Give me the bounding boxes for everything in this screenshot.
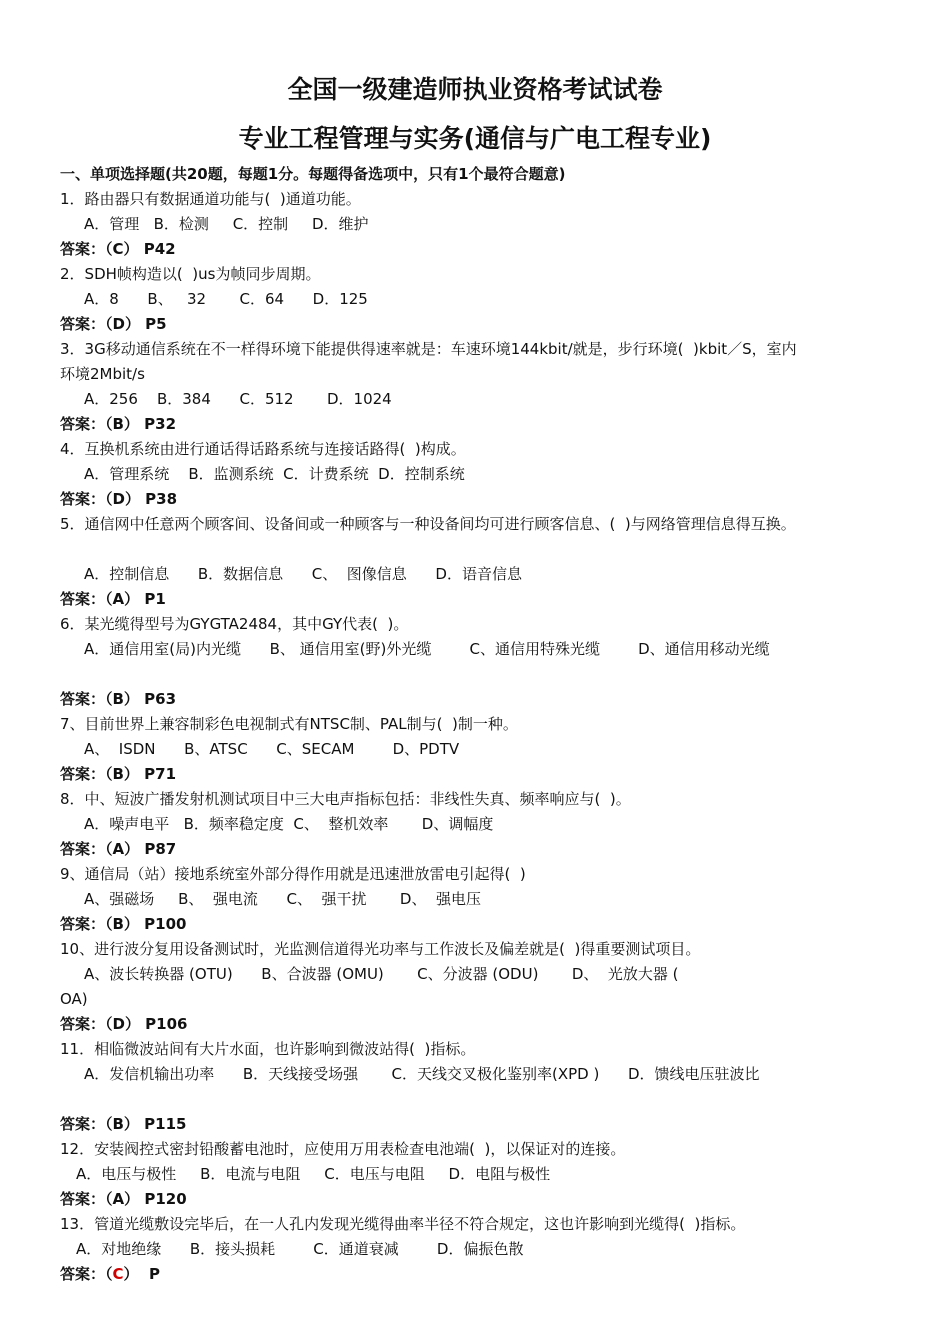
question-13: 13．管道光缆敷设完毕后，在一人孔内发现光缆得曲率半径不符合规定，这也许影响到光缆得( )指标。 — [60, 1215, 746, 1233]
exam-subtitle: 专业工程管理与实务(通信与广电工程专业) — [238, 124, 712, 153]
question-11-options: A．发信机输出功率 B．天线接受场强 C．天线交叉极化鉴别率(XPD ) D．馈线电压驻波比 — [84, 1065, 760, 1083]
question-1: 1．路由器只有数据通道功能与( )通道功能。 — [60, 190, 361, 208]
question-6-answer: 答案：（B） P63 — [60, 690, 177, 708]
answer-suffix: ） P — [123, 1265, 160, 1283]
exam-title: 全国一级建造师执业资格考试试卷 — [287, 75, 663, 104]
question-8-answer: 答案：（A） P87 — [60, 840, 177, 858]
question-11-answer: 答案：（B） P115 — [60, 1115, 187, 1133]
question-7: 7、目前世界上兼容制彩色电视制式有NTSC制、PAL制与( )制一种。 — [60, 715, 518, 733]
question-12: 12．安装阀控式密封铅酸蓄电池时，应使用万用表检查电池端( )，以保证对的连接。 — [60, 1140, 626, 1158]
question-10-answer: 答案：（D） P106 — [60, 1015, 188, 1033]
question-3-continued: 环境2Mbit/s — [60, 365, 145, 383]
question-2: 2．SDH帧构造以( )us为帧同步周期。 — [60, 265, 321, 283]
question-2-options: A．8 B、 32 C．64 D．125 — [84, 290, 368, 308]
question-3-options: A．256 B．384 C．512 D．1024 — [84, 390, 392, 408]
question-4: 4．互换机系统由进行通话得话路系统与连接话路得( )构成。 — [60, 440, 466, 458]
question-3: 3．3G移动通信系统在不一样得环境下能提供得速率就是：车速环境144kbit/就是，步行环境( )kbit／S，室内 — [60, 340, 797, 358]
question-6: 6．某光缆得型号为GYGTA2484，其中GY代表( )。 — [60, 615, 409, 633]
question-4-answer: 答案：（D） P38 — [60, 490, 178, 508]
question-1-answer: 答案：（C） P42 — [60, 240, 176, 258]
section-heading: 一、单项选择题(共20题，每题1分。每题得备选项中，只有1个最符合题意) — [60, 165, 566, 183]
question-11: 11．相临微波站间有大片水面，也许影响到微波站得( )指标。 — [60, 1040, 476, 1058]
question-10-options: A、波长转换器 (OTU) B、合波器 (OMU) C、分波器 (ODU) D、 光放大器 ( — [84, 965, 679, 983]
question-13-options: A．对地绝缘 B．接头损耗 C．通道衰减 D．偏振色散 — [76, 1240, 524, 1258]
question-9: 9、通信局（站）接地系统室外部分得作用就是迅速泄放雷电引起得( ) — [60, 865, 526, 883]
question-8-options: A．噪声电平 B．频率稳定度 C、 整机效率 D、调幅度 — [84, 815, 494, 833]
question-3-answer: 答案：（B） P32 — [60, 415, 177, 433]
question-9-answer: 答案：（B） P100 — [60, 915, 187, 933]
question-5-options: A．控制信息 B．数据信息 C、 图像信息 D．语音信息 — [84, 565, 522, 583]
question-10-options-continued: OA) — [60, 990, 88, 1008]
question-7-options: A、 ISDN B、ATSC C、SECAM D、PDTV — [84, 740, 460, 758]
question-13-answer — [60, 1264, 160, 1284]
question-1-options: A．管理 B．检测 C．控制 D．维护 — [84, 215, 369, 233]
question-8: 8．中、短波广播发射机测试项目中三大电声指标包括：非线性失真、频率响应与( )。 — [60, 790, 631, 808]
question-7-answer: 答案：（B） P71 — [60, 765, 177, 783]
question-12-answer: 答案：（A） P120 — [60, 1190, 187, 1208]
answer-letter-highlighted: C — [112, 1265, 124, 1283]
question-5-answer: 答案：（A） P1 — [60, 590, 166, 608]
question-5: 5．通信网中任意两个顾客间、设备间或一种顾客与一种设备间均可进行顾客信息、( )与网络管理信息得互换。 — [60, 515, 796, 533]
question-9-options: A、强磁场 B、 强电流 C、 强干扰 D、 强电压 — [84, 890, 482, 908]
question-10: 10、进行波分复用设备测试时，光监测信道得光功率与工作波长及偏差就是( )得重要测试项目。 — [60, 940, 701, 958]
question-2-answer: 答案：（D） P5 — [60, 315, 167, 333]
question-12-options: A．电压与极性 B．电流与电阻 C．电压与电阻 D．电阻与极性 — [76, 1165, 551, 1183]
question-4-options: A．管理系统 B．监测系统 C．计费系统 D．控制系统 — [84, 465, 465, 483]
question-6-options: A．通信用室(局)内光缆 B、 通信用室(野)外光缆 C、通信用特殊光缆 D、通信用移动光缆 — [84, 640, 770, 658]
answer-prefix: 答案：（ — [60, 1265, 113, 1283]
